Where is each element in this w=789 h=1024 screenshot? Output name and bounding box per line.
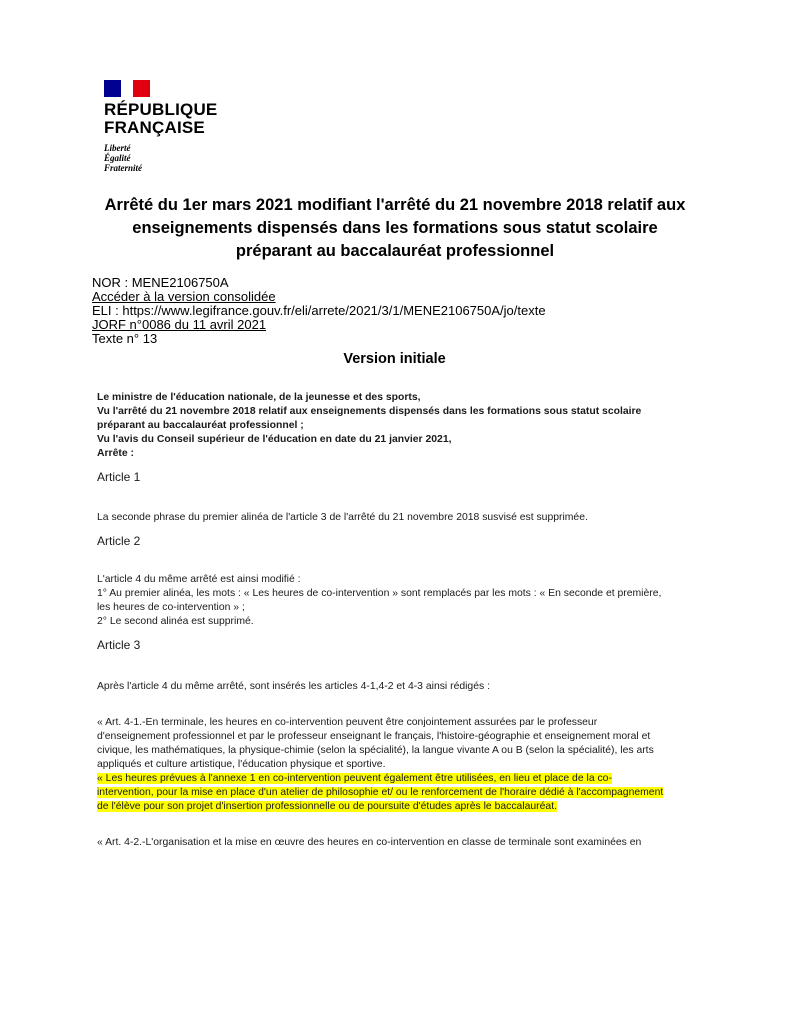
article-2-heading: Article 2 bbox=[97, 534, 141, 548]
article-2-text: L'article 4 du même arrêté est ainsi modifié : 1° Au premier alinéa, les mots : « Les heures de co-intervention » sont remplacés par les mots : « En seconde et première, les heures de co-intervention » ; 2° Le second alinéa est supprimé. bbox=[97, 574, 662, 627]
highlighted-passage: « Les heures prévues à l'annexe 1 en co-intervention peuvent également être utilisées, en lieu et place de la co- intervention, pour la mise en place d'un atelier de philosophie et/ ou le renforcement de l'horaire dédié à l'accompagnement de l'élève pour son projet d'insertion professionnelle ou de poursuite d'études après le baccalauréat. bbox=[97, 773, 664, 812]
french-flag-icon bbox=[104, 80, 150, 97]
article-3-intro: Après l'article 4 du même arrêté, sont insérés les articles 4-1,4-2 et 4-3 ainsi rédigés : bbox=[97, 681, 490, 692]
nor-reference: NOR : MENE2106750A bbox=[92, 275, 229, 290]
consolidated-version-link[interactable]: Accéder à la version consolidée bbox=[92, 289, 276, 304]
jorf-link[interactable]: JORF n°0086 du 11 avril 2021 bbox=[92, 317, 267, 332]
logo-motto: Liberté Égalité Fraternité bbox=[104, 143, 143, 173]
version-label: Version initiale bbox=[343, 351, 446, 367]
article-4-2-text: « Art. 4-2.-L'organisation et la mise en œuvre des heures en co-intervention en classe de terminale sont examinées en bbox=[97, 837, 642, 848]
article-3-heading: Article 3 bbox=[97, 638, 141, 652]
article-1-text: La seconde phrase du premier alinéa de l'article 3 de l'arrêté du 21 novembre 2018 susvisé est supprimée. bbox=[97, 512, 588, 523]
article-1-heading: Article 1 bbox=[97, 470, 141, 484]
republique-francaise-logo bbox=[104, 80, 254, 173]
eli-reference: ELI : https://www.legifrance.gouv.fr/eli/arrete/2021/3/1/MENE2106750A/jo/texte bbox=[92, 303, 546, 318]
document-title: Arrêté du 1er mars 2021 modifiant l'arrêté du 21 novembre 2018 relatif aux enseignements dispensés dans les formations sous statut scolaire préparant au baccalauréat professionnel bbox=[104, 196, 686, 260]
texte-number: Texte n° 13 bbox=[92, 331, 158, 346]
document-metadata bbox=[92, 276, 546, 346]
article-4-1-text: « Art. 4-1.-En terminale, les heures en co-intervention peuvent être conjointement assurées par le professeur d'enseignement professionnel et par le professeur enseignant le français, l'histoire-géographie et enseignement moral et civique, les mathématiques, la physique-chimie (selon la spécialité), la langue vivante A ou B (selon la spécialité), les arts appliqués et culture artistique, l'éducation physique et sportive. bbox=[97, 717, 654, 770]
preamble: Le ministre de l'éducation nationale, de la jeunesse et des sports, Vu l'arrêté du 21 novembre 2018 relatif aux enseignements dispensés dans les formations sous statut scolaire préparant au baccalauréat professionnel ; Vu l'avis du Conseil supérieur de l'éducation en date du 21 janvier 2021, Arrête : bbox=[97, 392, 642, 459]
logo-wordmark: RÉPUBLIQUE FRANÇAISE bbox=[104, 100, 218, 137]
